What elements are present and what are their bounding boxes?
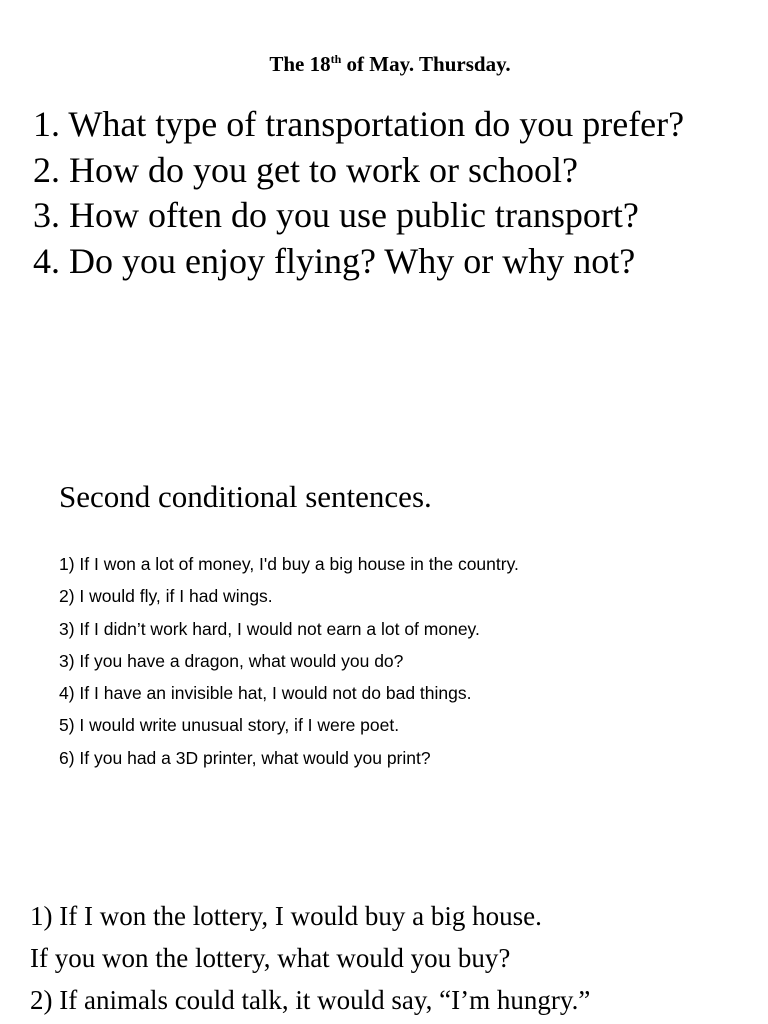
example-line: If you won the lottery, what would you buy? bbox=[30, 943, 511, 973]
discussion-questions bbox=[33, 102, 684, 284]
sentence-item: 6) If you had a 3D printer, what would you print? bbox=[59, 747, 431, 768]
question-item: 1. What type of transportation do you prefer? bbox=[33, 104, 685, 144]
example-line: 2) If animals could talk, it would say, “I’m hungry.” bbox=[30, 985, 591, 1015]
question-item: 4. Do you enjoy flying? Why or why not? bbox=[33, 240, 636, 281]
question-item: 2. How do you get to work or school? bbox=[33, 149, 578, 190]
date-ordinal-suffix: th bbox=[330, 52, 342, 66]
sentence-item: 1) If I won a lot of money, I'd buy a big house in the country. bbox=[59, 554, 519, 574]
sentence-item: 5) I would write unusual story, if I were poet. bbox=[59, 715, 400, 736]
date-prefix: The 18 bbox=[269, 52, 331, 76]
example-line: 1) If I won the lottery, I would buy a big house. bbox=[30, 901, 542, 931]
example-sentences bbox=[30, 895, 590, 1021]
conditional-sentences-list bbox=[59, 548, 519, 774]
section-title: Second conditional sentences. bbox=[59, 479, 432, 514]
sentence-item: 3) If I didn’t work hard, I would not earn a lot of money. bbox=[59, 618, 480, 639]
date-rest: of May. Thursday. bbox=[341, 52, 511, 76]
sentence-item: 2) I would fly, if I had wings. bbox=[59, 586, 273, 607]
sentence-item: 4) If I have an invisible hat, I would not do bad things. bbox=[59, 683, 472, 704]
date-heading bbox=[0, 50, 768, 78]
question-item: 3. How often do you use public transport? bbox=[33, 195, 639, 235]
sentence-item: 3) If you have a dragon, what would you do? bbox=[59, 650, 404, 671]
